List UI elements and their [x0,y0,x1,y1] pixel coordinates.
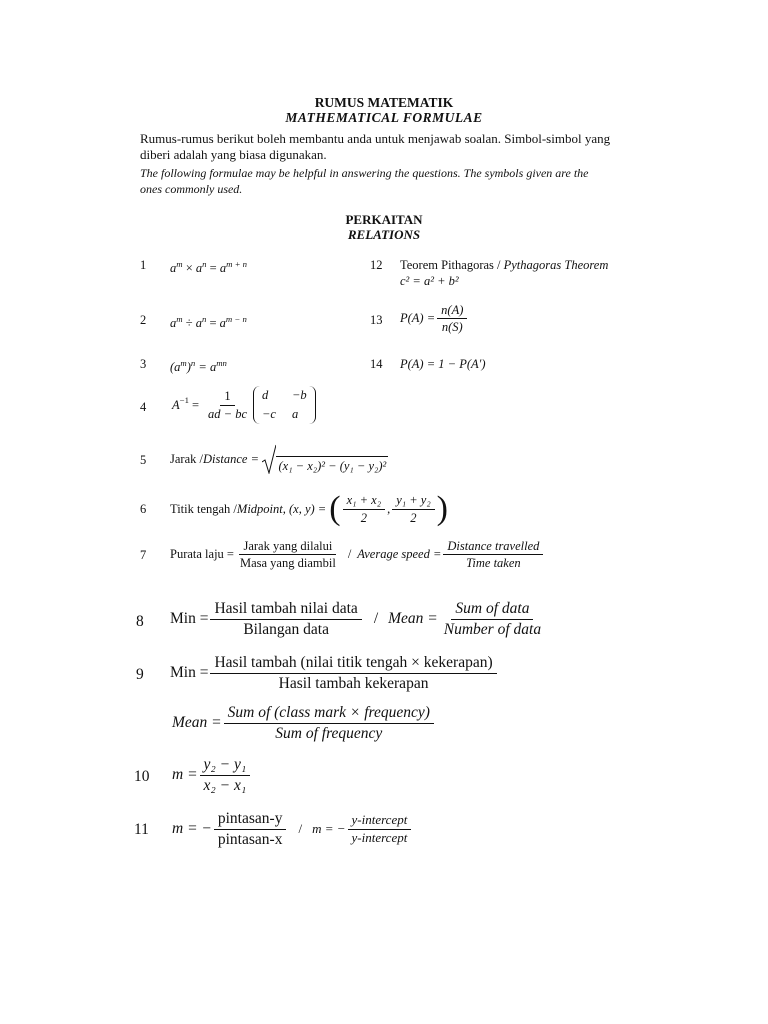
formula-12: Teorem Pithagoras / Pythagoras Theorem [400,258,609,272]
formula-14: P(A) = 1 − P(A′) [400,357,486,371]
formula-9-ms: Min = $\frac{\text{Hasil tambah (nilai titik tengah × kekerapan)}}{\text{Hasil tambah kekerapan}}$ [170,654,499,693]
formula-number: 11 [134,821,149,838]
intro-en-line1: The following formulae may be helpful in answering the questions. The symbols given are the [140,166,589,180]
intro-ms-line2: diberi adalah yang biasa digunakan. [140,147,327,162]
formula-1: $a^m \times a^n = a^{m + n}$ [170,259,248,276]
formula-4: A $^{-1}$ = $\frac{1}{ad - bc}$ d −b −c a [172,386,316,424]
formula-11: m = − $\frac{\text{pintasan-y}}{\text{pintasan-x}}$ / m = − $\frac{\text{y-intercept}}{\text{y-intercept}}$ [172,810,413,849]
page-title: RUMUS MATEMATIK [314,95,454,110]
formula-number: 2 [140,313,147,327]
formula-number: 3 [140,357,147,371]
formula-2: $a^m \div a^n = a^{m - n}$ [170,314,247,331]
formula-12-equation: c² = a² + b² [400,274,459,288]
formula-10: m = $\frac{\text{y₂ − y₁}}{\text{x₂ − x₁}}$ [172,756,252,795]
formula-3: $(a^m)^n = a^{mn}$ [170,358,227,375]
square-root: (x₁ − x₂)² − (y₁ − y₂)² [262,444,388,474]
formula-number: 14 [370,357,383,371]
formula-13: P(A) = $\frac{n(A)}{n(S)}$ [400,303,469,335]
formula-number: 9 [136,666,144,683]
formula-number: 8 [136,613,144,630]
matrix: d −b −c a [253,386,316,424]
formula-7: Purata laju = $\frac{\text{Jarak yang dilalui}}{\text{Masa yang diambil}}$ / Average speed = $\frac{\text{Distance travelled}}{\text{Time taken}}$ [170,539,545,571]
formula-number: 7 [140,548,147,562]
formula-number: 1 [140,258,147,272]
formula-number: 12 [370,258,383,272]
formula-6: Titik tengah / Midpoint , (x, y) = ( $\frac{\text{x₁ + x₂}}{2}$ , $\frac{\text{y₁ + y₂}}{2}$ ) [170,490,448,527]
formula-8: Min = $\frac{\text{Hasil tambah nilai data}}{\text{Bilangan data}}$ / Mean = $\frac{\text{Sum of data}}{\text{Number of data}}$ [170,600,542,638]
fraction: $\frac{1}{ad - bc}$ [208,389,247,421]
formula-number: 4 [140,400,147,414]
formula-number: 5 [140,453,147,467]
formula-number: 10 [134,768,150,785]
formula-number: 6 [140,502,147,516]
formula-5: Jarak / Distance = (x₁ − x₂)² − (y₁ − y₂)² [170,444,388,474]
intro-en-line2: ones commonly used. [140,182,243,196]
formula-number: 13 [370,313,383,327]
intro-ms-line1: Rumus-rumus berikut boleh membantu anda untuk menjawab soalan. Simbol-simbol yang [140,131,611,146]
section-subtitle: RELATIONS [347,227,421,242]
page-subtitle: MATHEMATICAL FORMULAE [285,110,483,125]
section-title: PERKAITAN [345,212,423,227]
formula-9-en: Mean = $\frac{\text{Sum of (class mark × frequency)}}{\text{Sum of frequency}}$ [172,704,436,743]
